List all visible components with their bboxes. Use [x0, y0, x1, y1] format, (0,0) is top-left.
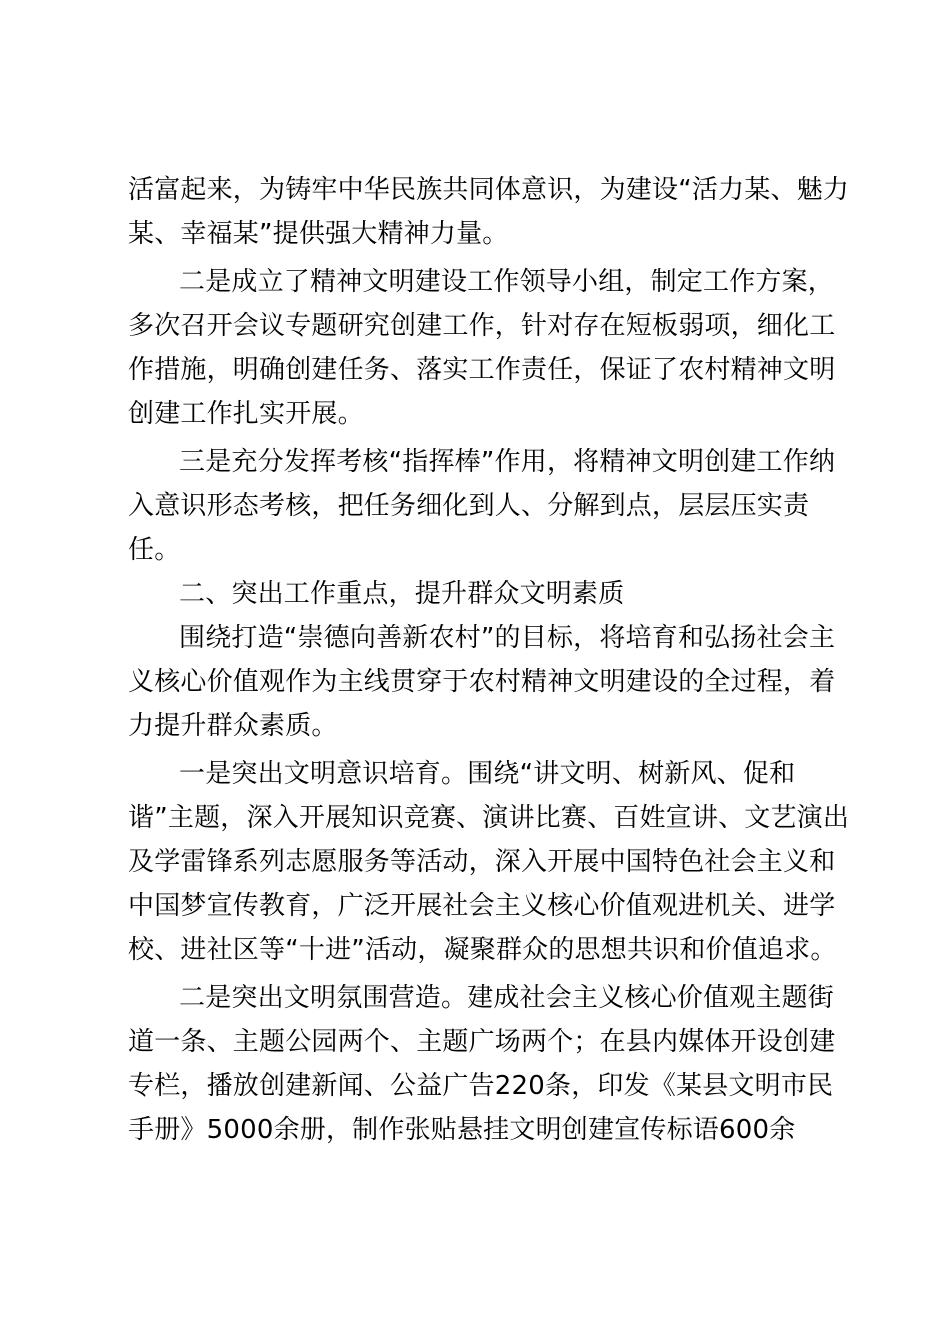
body-text-line: 任。: [128, 535, 181, 565]
body-text-line: 活富起来，为铸牢中华民族共同体意识，为建设“活力某、魅力: [128, 175, 850, 205]
paragraph-first-line: 二是成立了精神文明建设工作领导小组，制定工作方案，: [179, 267, 835, 297]
body-text-line: 创建工作扎实开展。: [128, 399, 364, 429]
paragraph-first-line: 三是充分发挥考核“指挥棒”作用，将精神文明创建工作纳: [179, 447, 836, 477]
body-text-line: 多次召开会议专题研究创建工作，针对存在短板弱项，细化工: [128, 311, 836, 341]
body-text-line: 义核心价值观作为主线贯穿于农村精神文明建设的全过程，着: [128, 667, 836, 697]
body-text-line: 中国梦宣传教育，广泛开展社会主义核心价值观进机关、进学: [128, 891, 836, 921]
body-text-line: 入意识形态考核，把任务细化到人、分解到点，层层压实责: [128, 491, 810, 521]
body-text-line: 作措施，明确创建任务、落实工作责任，保证了农村精神文明: [128, 355, 836, 385]
body-text-line: 某、幸福某”提供强大精神力量。: [128, 219, 509, 249]
body-text-line: 道一条、主题公园两个、主题广场两个；在县内媒体开设创建: [128, 1027, 836, 1057]
document-body: [128, 168, 850, 1152]
body-text-line: 力提升群众素质。: [128, 711, 338, 741]
body-text-line: 手册》5000余册，制作张贴悬挂文明创建宣传标语600余: [128, 1115, 796, 1145]
paragraph-first-line: 围绕打造“崇德向善新农村”的目标，将培育和弘扬社会主: [179, 623, 836, 653]
body-text-line: 专栏，播放创建新闻、公益广告220条，印发《某县文明市民: [128, 1071, 834, 1101]
body-text-line: 谐”主题，深入开展知识竞赛、演讲比赛、百姓宣讲、文艺演出: [128, 803, 850, 833]
section-heading: 二、突出工作重点，提升群众文明素质: [179, 579, 625, 609]
body-text-line: 校、进社区等“十进”活动，凝聚群众的思想共识和价值追求。: [128, 935, 837, 965]
paragraph-first-line: 二是突出文明氛围营造。建成社会主义核心价值观主题街: [179, 983, 835, 1013]
paragraph-first-line: 一是突出文明意识培育。围绕“讲文明、树新风、促和: [179, 759, 796, 789]
body-text-line: 及学雷锋系列志愿服务等活动，深入开展中国特色社会主义和: [128, 847, 836, 877]
